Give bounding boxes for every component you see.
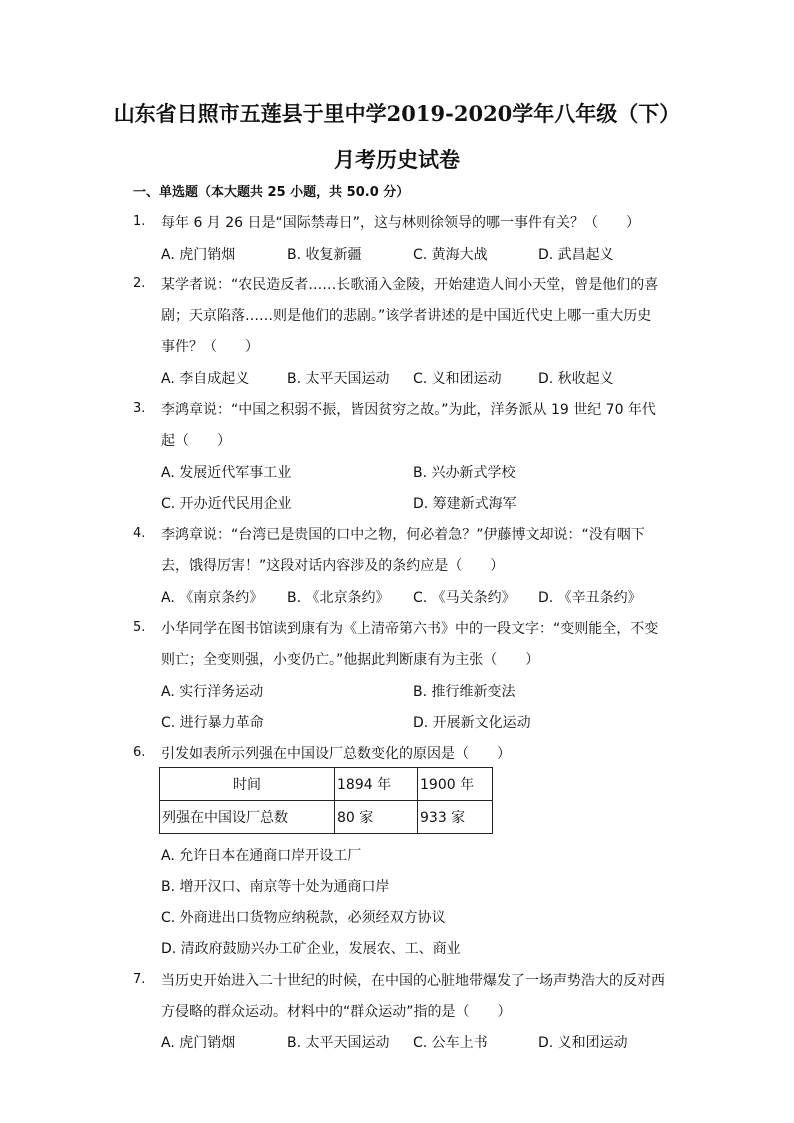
option-d: D. 义和团运动 (538, 1035, 628, 1051)
option-b: B. 增开汉口、南京等十处为通商口岸 (161, 879, 390, 895)
question-text: 引发如表所示列强在中国设厂总数变化的原因是（ ） (161, 746, 511, 762)
table-header-cell: 时间 (160, 768, 335, 801)
table-header-row (160, 768, 493, 801)
option-a: A. 李自成起义 (161, 371, 250, 387)
option-d: D. 秋收起义 (538, 371, 614, 387)
option-c: C. 黄海大战 (413, 247, 488, 263)
question-number: 1. (133, 214, 146, 229)
table-cell: 列强在中国设厂总数 (160, 801, 335, 834)
question-number: 5. (133, 620, 146, 635)
option-c: C. 进行暴力革命 (161, 715, 264, 731)
question-text: 则亡；全变则强，小变仍亡。”他据此判断康有为主张（ ） (161, 652, 540, 668)
table-header-cell: 1894 年 (335, 768, 418, 801)
option-a: A. 允许日本在通商口岸开设工厂 (161, 848, 362, 864)
table-header-cell: 1900 年 (418, 768, 493, 801)
factory-count-table (159, 767, 493, 834)
option-a: A. 实行洋务运动 (161, 684, 264, 700)
option-d: D. 开展新文化运动 (413, 715, 531, 731)
question-text: 李鸿章说：“台湾已是贵国的口中之物，何必着急？”伊藤博文却说：“没有咽下 (161, 527, 645, 543)
section-heading: 一、单选题（本大题共 25 小题，共 50.0 分） (133, 185, 410, 200)
option-a: A. 发展近代军事工业 (161, 465, 292, 481)
table-row (160, 801, 493, 834)
option-b: B. 收复新疆 (287, 247, 362, 263)
question-number: 6. (133, 745, 146, 760)
question-text: 每年 6 月 26 日是“国际禁毒日”，这与林则徐领导的哪一事件有关？（ ） (161, 215, 641, 231)
option-c: C. 开办近代民用企业 (161, 496, 292, 512)
option-c: C. 公车上书 (413, 1035, 488, 1051)
question-text: 李鸿章说：“中国之积弱不振，皆因贫穷之故。”为此，洋务派从 19 世纪 70 年代 (161, 402, 656, 418)
option-b: B. 太平天国运动 (287, 371, 390, 387)
option-d: D. 《辛丑条约》 (538, 590, 642, 606)
exam-title-line-1: 山东省日照市五莲县于里中学2019-2020学年八年级（下） (113, 101, 681, 126)
option-b: B. 《北京条约》 (287, 590, 390, 606)
question-number: 3. (133, 401, 146, 416)
option-d: D. 武昌起义 (538, 247, 614, 263)
option-a: A. 虎门销烟 (161, 247, 236, 263)
question-text: 方侵略的群众运动。材料中的“群众运动”指的是（ ） (161, 1004, 512, 1020)
option-a: A. 《南京条约》 (161, 590, 264, 606)
question-text: 去，饿得厉害！”这段对话内容涉及的条约应是（ ） (161, 558, 505, 574)
option-c: C. 外商进出口货物应纳税款，必须经双方协议 (161, 910, 446, 926)
option-d: D. 筹建新式海军 (413, 496, 517, 512)
question-number: 2. (133, 276, 146, 291)
question-text: 某学者说：“农民造反者……长歌涌入金陵，开始建造人间小天堂，曾是他们的喜 (161, 277, 659, 293)
question-text: 小华同学在图书馆读到康有为《上清帝第六书》中的一段文字：“变则能全，不变 (161, 621, 659, 637)
question-text: 事件？（ ） (161, 339, 259, 355)
table-cell: 933 家 (418, 801, 493, 834)
question-text: 剧；天京陷落……则是他们的悲剧。”该学者讲述的是中国近代史上哪一重大历史 (161, 308, 652, 324)
option-c: C. 义和团运动 (413, 371, 502, 387)
option-b: B. 推行维新变法 (413, 684, 516, 700)
table-cell: 80 家 (335, 801, 418, 834)
option-c: C. 《马关条约》 (413, 590, 516, 606)
option-b: B. 兴办新式学校 (413, 465, 516, 481)
option-a: A. 虎门销烟 (161, 1035, 236, 1051)
exam-title-line-2: 月考历史试卷 (334, 147, 460, 172)
question-number: 7. (133, 972, 146, 987)
question-text: 起（ ） (161, 433, 231, 449)
question-text: 当历史开始进入二十世纪的时候，在中国的心脏地带爆发了一场声势浩大的反对西 (161, 973, 665, 989)
option-d: D. 清政府鼓励兴办工矿企业，发展农、工、商业 (161, 941, 461, 957)
question-number: 4. (133, 526, 146, 541)
option-b: B. 太平天国运动 (287, 1035, 390, 1051)
